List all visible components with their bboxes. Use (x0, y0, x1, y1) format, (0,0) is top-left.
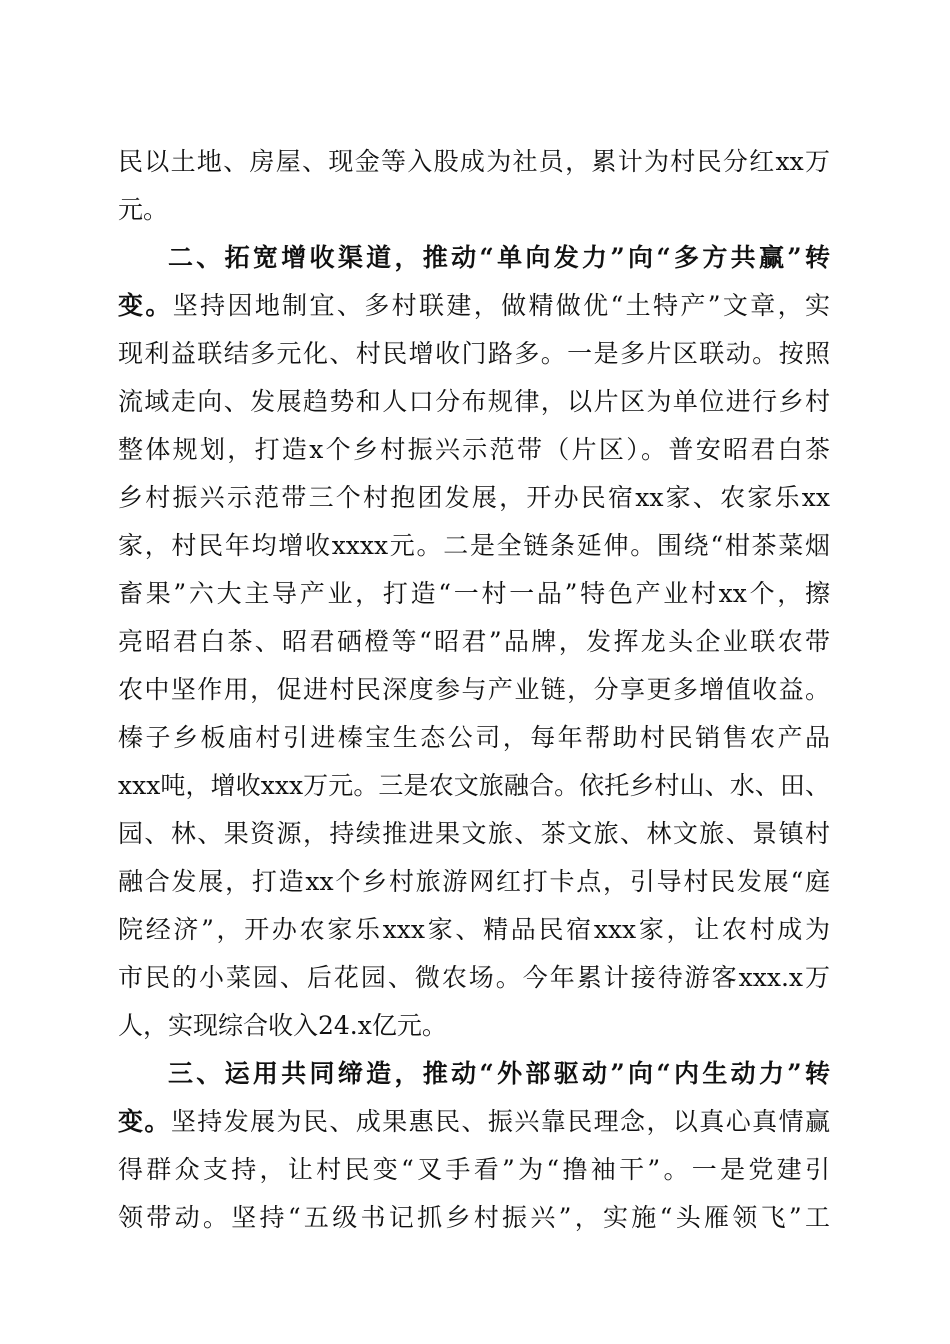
line-text: 整体规划，打造x个乡村振兴示范带（片区）。普安昭君白茶 (118, 435, 830, 464)
text-line (118, 1102, 830, 1142)
line-text: 园、林、果资源，持续推进果文旅、茶文旅、林文旅、景镇村 (118, 819, 830, 848)
section-heading-line (168, 238, 830, 278)
text-line (118, 574, 830, 614)
line-text: 流域走向、发展趋势和人口分布规律，以片区为单位进行乡村 (118, 387, 830, 416)
text-line (118, 862, 830, 902)
section-heading-end: 变。 (118, 1107, 171, 1136)
text-line (118, 142, 830, 182)
text-line (118, 382, 830, 422)
line-text: 农中坚作用，促进村民深度参与产业链，分享更多增值收益。 (118, 675, 830, 704)
line-text: 坚持因地制宜、多村联建，做精做优“土特产”文章，实 (172, 291, 830, 320)
text-line (118, 526, 830, 566)
text-line (118, 1198, 830, 1238)
line-text: 乡村振兴示范带三个村抱团发展，开办民宿xx家、农家乐xx (118, 483, 830, 512)
text-line (118, 670, 830, 710)
text-line (118, 814, 830, 854)
line-text: xxx吨，增收xxx万元。三是农文旅融合。依托乡村山、水、田、 (118, 771, 830, 800)
section-heading-end: 变。 (118, 291, 173, 320)
line-text: 家，村民年均增收xxxx元。二是全链条延伸。围绕“柑茶菜烟 (118, 531, 830, 560)
line-text: 坚持发展为民、成果惠民、振兴靠民理念，以真心真情赢 (170, 1107, 830, 1136)
text-line (118, 190, 830, 230)
line-text: 融合发展，打造xx个乡村旅游网红打卡点，引导村民发展“庭 (118, 867, 830, 896)
text-line (118, 478, 830, 518)
text-line (118, 766, 830, 806)
line-text: 领带动。坚持“五级书记抓乡村振兴”，实施“头雁领飞”工 (118, 1203, 830, 1232)
text-line (118, 910, 830, 950)
section-heading: 二、拓宽增收渠道，推动“单向发力”向“多方共赢”转 (168, 243, 830, 272)
line-text: 市民的小菜园、后花园、微农场。今年累计接待游客xxx.x万 (118, 963, 830, 992)
text-line (118, 718, 830, 758)
section-heading-line (168, 1054, 830, 1094)
text-line (118, 430, 830, 470)
text-line (118, 622, 830, 662)
line-text: 院经济”，开办农家乐xxx家、精品民宿xxx家，让农村成为 (118, 915, 830, 944)
text-line (118, 958, 830, 998)
line-text: 畜果”六大主导产业，打造“一村一品”特色产业村xx个，擦 (118, 579, 830, 608)
text-line (118, 286, 830, 326)
text-line (118, 1006, 830, 1046)
line-text: 人，实现综合收入24.x亿元。 (118, 1011, 447, 1040)
section-heading: 三、运用共同缔造，推动“外部驱动”向“内生动力”转 (168, 1059, 830, 1088)
line-text: 元。 (118, 195, 169, 224)
line-text: 亮昭君白茶、昭君硒橙等“昭君”品牌，发挥龙头企业联农带 (118, 627, 830, 656)
line-text: 民以土地、房屋、现金等入股成为社员，累计为村民分红xx万 (118, 147, 830, 176)
line-text: 现利益联结多元化、村民增收门路多。一是多片区联动。按照 (118, 339, 830, 368)
text-line (118, 1150, 830, 1190)
line-text: 榛子乡板庙村引进榛宝生态公司，每年帮助村民销售农产品 (118, 723, 830, 752)
line-text: 得群众支持，让村民变“叉手看”为“撸袖干”。一是党建引 (118, 1155, 830, 1184)
text-line (118, 334, 830, 374)
